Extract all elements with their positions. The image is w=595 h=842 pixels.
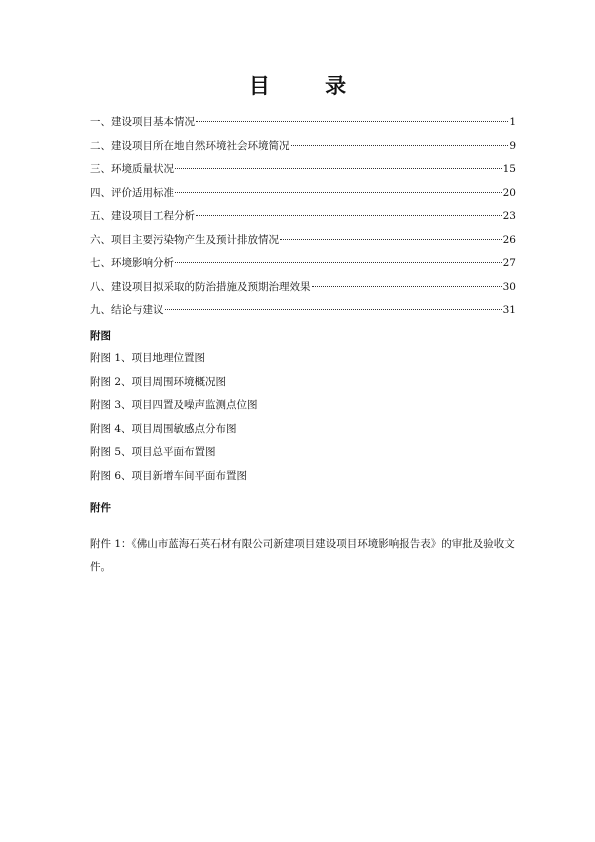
toc-entry-7[interactable]	[90, 255, 516, 279]
attachment-item-1: 附件 1：《佛山市蓝海石英石材有限公司新建项目建设项目环境影响报告表》的审批及验收文件。	[90, 538, 515, 573]
toc-entry-5[interactable]	[90, 208, 516, 232]
figure-item-5: 附图 5、项目总平面布置图	[90, 446, 216, 458]
toc-entry-page: 23	[502, 210, 516, 222]
toc-entry-page: 31	[502, 304, 516, 316]
toc-entry-page: 9	[509, 139, 516, 152]
page-title: 目 录	[248, 73, 371, 98]
toc-dot-leader	[175, 192, 502, 193]
toc-entry-page: 27	[502, 257, 516, 269]
toc-dot-leader	[175, 262, 502, 263]
table-of-contents	[90, 114, 516, 326]
attachments-heading: 附件	[90, 502, 111, 514]
toc-entry-label: 六、项目主要污染物产生及预计排放情况	[90, 233, 279, 246]
toc-entry-8[interactable]	[90, 279, 516, 303]
toc-entry-label: 三、环境质量状况	[90, 163, 174, 175]
toc-dot-leader	[312, 286, 502, 287]
toc-entry-page: 15	[502, 163, 516, 175]
figure-item-2: 附图 2、项目周围环境概况图	[90, 375, 227, 388]
toc-dot-leader	[291, 145, 509, 146]
toc-dot-leader	[175, 168, 502, 169]
toc-entry-page: 30	[502, 280, 516, 293]
figure-item-1: 附图 1、项目地理位置图	[90, 352, 206, 364]
toc-entry-label: 五、建设项目工程分析	[90, 210, 195, 222]
toc-entry-6[interactable]	[90, 232, 516, 256]
figure-item-4: 附图 4、项目周围敏感点分布图	[90, 422, 237, 435]
toc-entry-2[interactable]	[90, 138, 516, 162]
toc-entry-label: 七、环境影响分析	[90, 257, 174, 269]
toc-dot-leader	[280, 239, 502, 240]
toc-entry-1[interactable]	[90, 114, 516, 138]
figures-heading: 附图	[90, 330, 111, 342]
figure-item-6: 附图 6、项目新增车间平面布置图	[90, 469, 248, 482]
toc-dot-leader	[196, 121, 508, 122]
toc-entry-label: 四、评价适用标准	[90, 186, 174, 199]
toc-entry-label: 八、建设项目拟采取的防治措施及预期治理效果	[90, 280, 311, 293]
attachments-section	[90, 497, 516, 579]
toc-entry-4[interactable]	[90, 185, 516, 209]
toc-dot-leader	[196, 215, 502, 216]
toc-entry-9[interactable]	[90, 302, 516, 326]
toc-entry-label: 九、结论与建议	[90, 304, 164, 316]
toc-entry-page: 1	[509, 116, 516, 128]
toc-dot-leader	[165, 309, 502, 310]
toc-entry-label: 一、建设项目基本情况	[90, 116, 195, 128]
figures-section	[90, 325, 516, 488]
toc-entry-label: 二、建设项目所在地自然环境社会环境简况	[90, 139, 290, 152]
toc-entry-page: 20	[502, 186, 516, 199]
figure-item-3: 附图 3、项目四置及噪声监测点位图	[90, 399, 258, 411]
toc-entry-3[interactable]	[90, 161, 516, 185]
toc-entry-page: 26	[502, 233, 516, 246]
